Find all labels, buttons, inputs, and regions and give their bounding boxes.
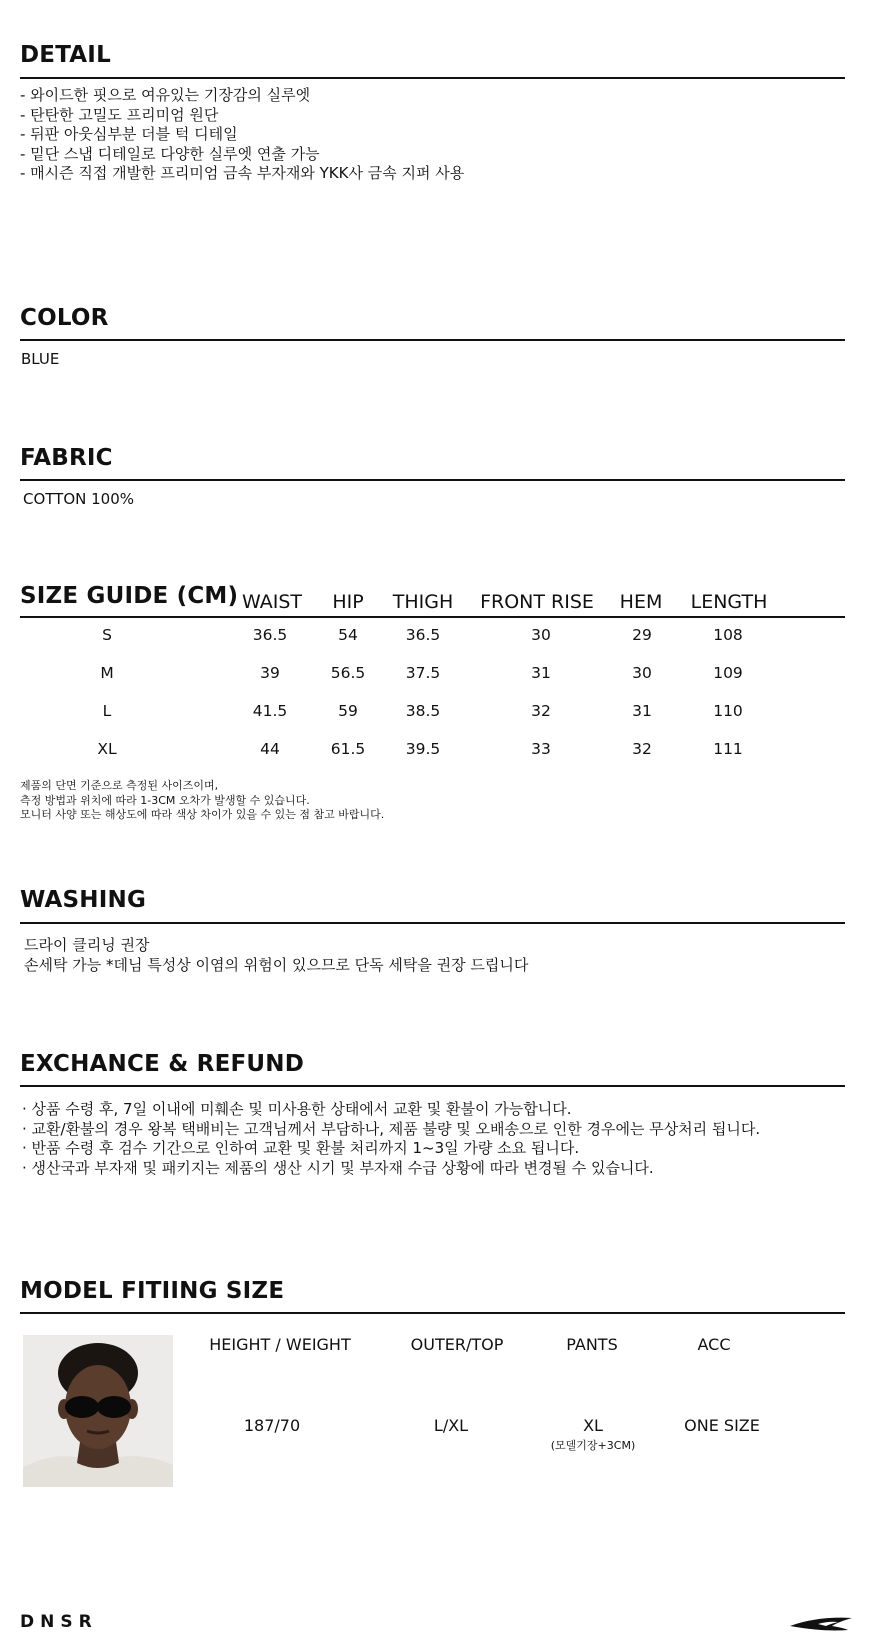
detail-item: - 탄탄한 고밀도 프리미엄 원단 <box>20 105 219 124</box>
washing-heading: WASHING <box>20 887 147 913</box>
size-length: 110 <box>713 702 743 720</box>
model-photo <box>23 1335 173 1487</box>
size-hip: 56.5 <box>330 664 366 682</box>
exchange-divider <box>20 1085 845 1087</box>
size-row-m <box>0 664 873 684</box>
model-outer-top: L/XL <box>433 1416 469 1435</box>
detail-item: - 뒤판 아웃심부분 더블 턱 디테일 <box>20 125 238 143</box>
washing-item: 손세탁 가능 *데님 특성상 이염의 위험이 있으므로 단독 세탁을 권장 드립니다 <box>24 955 529 974</box>
model-col-pants: PANTS <box>566 1335 618 1354</box>
size-row-s <box>0 626 873 646</box>
size-thigh: 36.5 <box>405 626 441 644</box>
size-col-waist: WAIST <box>241 591 303 613</box>
size-front-rise: 31 <box>531 664 551 682</box>
size-length: 108 <box>713 626 743 644</box>
size-front-rise: 32 <box>531 702 551 720</box>
size-col-thigh: THIGH <box>392 591 454 613</box>
size-row-xl <box>0 740 873 760</box>
fabric-divider <box>20 479 845 481</box>
exchange-list <box>22 1100 760 1178</box>
brand-swoosh-icon <box>788 1614 856 1634</box>
size-note: 제품의 단면 기준으로 측정된 사이즈이며, <box>20 779 219 792</box>
size-length: 111 <box>713 740 743 758</box>
model-col-outer-top: OUTER/TOP <box>410 1335 504 1354</box>
size-hem: 32 <box>632 740 652 758</box>
size-label: XL <box>97 740 117 758</box>
size-waist: 41.5 <box>252 702 288 720</box>
size-waist: 36.5 <box>252 626 288 644</box>
model-pants: XL <box>583 1416 603 1435</box>
size-hem: 30 <box>632 664 652 682</box>
detail-item: - 매시즌 직접 개발한 프리미엄 금속 부자재와 YKK사 금속 지퍼 사용 <box>20 164 465 182</box>
fabric-heading: FABRIC <box>20 445 113 471</box>
model-portrait-image <box>23 1335 173 1487</box>
size-col-front-rise: FRONT RISE <box>480 591 594 613</box>
detail-divider <box>20 77 845 79</box>
size-thigh: 38.5 <box>405 702 441 720</box>
model-col-acc: ACC <box>697 1335 731 1354</box>
size-note: 모니터 사양 또는 해상도에 따라 색상 차이가 있을 수 있는 점 참고 바랍니다. <box>20 808 385 821</box>
size-row-l <box>0 702 873 722</box>
brand-wordmark: DNSR <box>20 1612 98 1632</box>
size-guide-divider <box>20 616 845 618</box>
size-waist: 39 <box>260 664 280 682</box>
model-heading: MODEL FITIING SIZE <box>20 1278 285 1304</box>
size-guide-notes <box>20 779 384 823</box>
color-value: BLUE <box>21 350 60 368</box>
size-label: M <box>100 664 114 682</box>
size-hem: 29 <box>632 626 652 644</box>
color-divider <box>20 339 845 341</box>
fabric-value: COTTON 100% <box>23 490 135 508</box>
exchange-item: · 교환/환불의 경우 왕복 택배비는 고객님께서 부담하나, 제품 불량 및 오배송으로 인한 경우에는 무상처리 됩니다. <box>22 1119 761 1138</box>
washing-item: 드라이 클리닝 권장 <box>24 936 150 954</box>
size-label: S <box>102 626 112 644</box>
model-pants-note: (모델기장+3CM) <box>550 1439 636 1452</box>
exchange-item: · 생산국과 부자재 및 패키지는 제품의 생산 시기 및 부자재 수급 상황에 따라 변경될 수 있습니다. <box>22 1158 654 1177</box>
size-hip: 61.5 <box>330 740 366 758</box>
washing-list <box>24 936 528 975</box>
size-hem: 31 <box>632 702 652 720</box>
size-front-rise: 30 <box>531 626 551 644</box>
size-label: L <box>102 702 112 720</box>
model-divider <box>20 1312 845 1314</box>
size-hip: 54 <box>338 626 358 644</box>
washing-divider <box>20 922 845 924</box>
size-col-length: LENGTH <box>690 591 768 613</box>
detail-item: - 와이드한 핏으로 여유있는 기장감의 실루엣 <box>20 86 311 104</box>
size-hip: 59 <box>338 702 358 720</box>
size-col-hem: HEM <box>619 591 663 613</box>
detail-list <box>20 86 464 184</box>
model-col-height-weight: HEIGHT / WEIGHT <box>209 1335 351 1354</box>
exchange-item: · 상품 수령 후, 7일 이내에 미훼손 및 미사용한 상태에서 교환 및 환불이 가능합니다. <box>22 1100 572 1118</box>
size-waist: 44 <box>260 740 280 758</box>
exchange-heading: EXCHANCE & REFUND <box>20 1051 305 1077</box>
detail-heading: DETAIL <box>20 42 111 68</box>
model-height-weight: 187/70 <box>243 1416 301 1435</box>
size-length: 109 <box>713 664 743 682</box>
size-front-rise: 33 <box>531 740 551 758</box>
size-col-hip: HIP <box>332 591 364 613</box>
model-acc: ONE SIZE <box>684 1416 760 1435</box>
size-note: 측정 방법과 위치에 따라 1-3CM 오차가 발생할 수 있습니다. <box>20 793 310 807</box>
exchange-item: · 반품 수령 후 검수 기간으로 인하여 교환 및 환불 처리까지 1~3일 가량 소요 됩니다. <box>22 1139 580 1157</box>
size-thigh: 37.5 <box>405 664 441 682</box>
detail-item: - 밑단 스냅 디테일로 다양한 실루엣 연출 가능 <box>20 144 320 163</box>
color-heading: COLOR <box>20 305 109 331</box>
size-thigh: 39.5 <box>405 740 441 758</box>
size-guide-heading: SIZE GUIDE (CM) <box>20 583 239 609</box>
